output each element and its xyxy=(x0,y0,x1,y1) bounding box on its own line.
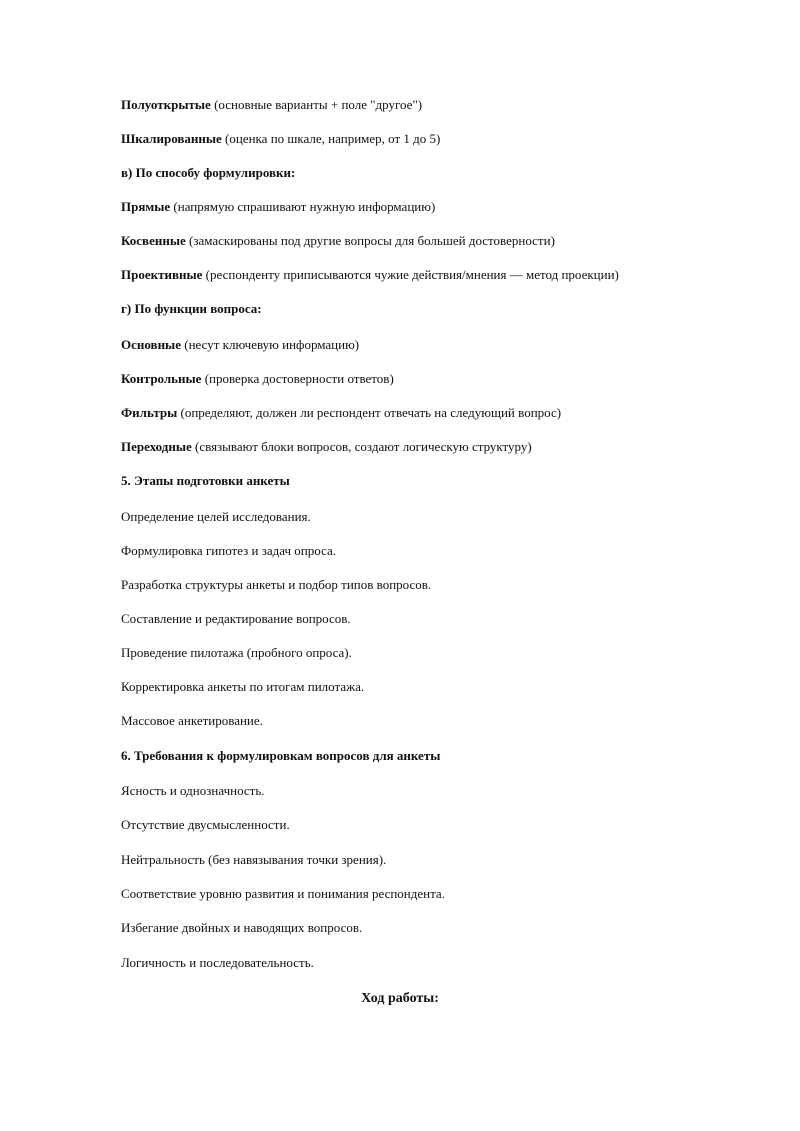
section-5-item: Корректировка анкеты по итогам пилотажа. xyxy=(121,679,365,694)
heading-by-function: г) По функции вопроса: xyxy=(121,301,262,316)
function-item-main xyxy=(121,337,359,353)
section-6-item: Нейтральность (без навязывания точки зрения). xyxy=(121,852,387,867)
description: (связывают блоки вопросов, создают логическую структуру) xyxy=(191,439,532,454)
term: Контрольные xyxy=(121,371,202,386)
term: Прямые xyxy=(121,199,171,214)
wording-item-direct xyxy=(121,199,435,215)
section-5-item: Формулировка гипотез и задач опроса. xyxy=(121,543,337,558)
description: (замаскированы под другие вопросы для большей достоверности) xyxy=(185,233,555,248)
term: Проективные xyxy=(121,267,203,282)
description: (респонденту приписываются чужие действия/мнения — метод проекции) xyxy=(202,267,619,282)
term: Шкалированные xyxy=(121,131,222,146)
type-item-semi-open xyxy=(121,97,422,113)
heading-by-wording: в) По способу формулировки: xyxy=(121,165,296,180)
section-6-item: Логичность и последовательность. xyxy=(121,955,314,970)
section-5-item: Составление и редактирование вопросов. xyxy=(121,611,351,626)
description: (напрямую спрашивают нужную информацию) xyxy=(170,199,436,214)
section-6-item: Отсутствие двусмысленности. xyxy=(121,817,290,832)
description: (определяют, должен ли респондент отвечать на следующий вопрос) xyxy=(177,405,562,420)
section-5-title: 5. Этапы подготовки анкеты xyxy=(121,473,290,488)
type-item-scaled xyxy=(121,131,440,147)
wording-item-indirect xyxy=(121,233,555,249)
term: Косвенные xyxy=(121,233,186,248)
term: Фильтры xyxy=(121,405,178,420)
function-item-transitional xyxy=(121,439,532,455)
section-6-title: 6. Требования к формулировкам вопросов для анкеты xyxy=(121,748,441,763)
section-5-item: Определение целей исследования. xyxy=(121,509,311,524)
section-6-item: Избегание двойных и наводящих вопросов. xyxy=(121,920,363,935)
description: (основные варианты + поле "другое") xyxy=(210,97,423,112)
description: (оценка по шкале, например, от 1 до 5) xyxy=(221,131,441,146)
description: (проверка достоверности ответов) xyxy=(201,371,394,386)
section-5-item: Проведение пилотажа (пробного опроса). xyxy=(121,645,352,660)
section-5-item: Массовое анкетирование. xyxy=(121,713,263,728)
function-item-control xyxy=(121,371,394,387)
section-6-item: Соответствие уровню развития и понимания респондента. xyxy=(121,886,445,901)
function-item-filters xyxy=(121,405,561,421)
term: Полуоткрытые xyxy=(121,97,211,112)
section-5-item: Разработка структуры анкеты и подбор типов вопросов. xyxy=(121,577,432,592)
wording-item-projective xyxy=(121,267,619,283)
section-6-item: Ясность и однозначность. xyxy=(121,783,265,798)
term: Основные xyxy=(121,337,181,352)
term: Переходные xyxy=(121,439,192,454)
work-progress-heading: Ход работы: xyxy=(361,991,439,1006)
description: (несут ключевую информацию) xyxy=(180,337,360,352)
